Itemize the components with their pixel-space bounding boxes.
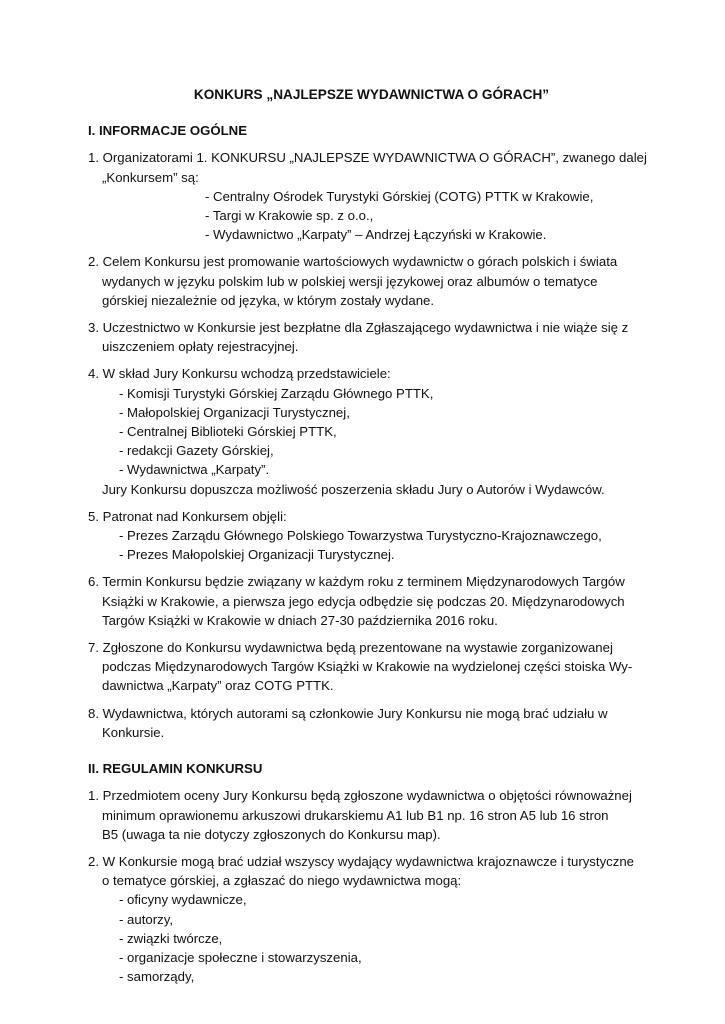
sub-list-item: - Prezes Zarządu Głównego Polskiego Towarzystwa Turystyczno-Krajoznawczego,	[119, 528, 602, 544]
list-item	[88, 704, 655, 742]
item-line: 6. Termin Konkursu będzie związany w każdym roku z terminem Międzynarodowych Targów	[88, 574, 625, 590]
sub-list-item: - organizacje społeczne i stowarzyszenia,	[119, 949, 362, 965]
sub-list-item: - autorzy,	[119, 911, 173, 927]
item-line: 2. W Konkursie mogą brać udział wszyscy wydający wydawnictwa krajoznawcze i turystyczne	[88, 853, 635, 869]
sub-list-item: - samorządy,	[119, 969, 195, 985]
sub-list-item: - Centralnej Biblioteki Górskiej PTTK,	[119, 424, 337, 440]
list-item	[88, 364, 655, 498]
item-line: dawnictwa „Karpaty” oraz COTG PTTK.	[102, 678, 334, 694]
sub-list-item: - Centralny Ośrodek Turystyki Górskiej (COTG) PTTK w Krakowie,	[205, 188, 594, 204]
item-line: 1. Organizatorami 1. KONKURSU „NAJLEPSZE WYDAWNICTWA O GÓRACH”, zwanego dalej	[88, 150, 647, 166]
item-line: 1. Przedmiotem oceny Jury Konkursu będą zgłoszone wydawnictwa o objętości równoważnej	[88, 788, 632, 804]
list-item	[88, 148, 655, 244]
sub-list-item: - redakcji Gazety Górskiej,	[119, 443, 274, 459]
sub-list-item: - Targi w Krakowie sp. z o.o.,	[205, 208, 374, 224]
sub-list-item: - związki twórcze,	[119, 930, 223, 946]
item-line: Książki w Krakowie, a pierwsza jego edycja odbędzie się podczas 20. Międzynarodowych	[102, 593, 625, 609]
item-line: B5 (uwaga ta nie dotyczy zgłoszonych do Konkursu map).	[102, 826, 441, 842]
item-line: 5. Patronat nad Konkursem objęli:	[88, 508, 287, 524]
list-item	[88, 572, 655, 630]
sub-list-item: - Komisji Turystyki Górskiej Zarządu Głównego PTTK,	[119, 385, 434, 401]
item-line: „Konkursem” są:	[102, 169, 199, 185]
sub-list-item: - Prezes Małopolskiej Organizacji Turystycznej.	[119, 547, 395, 563]
item-line: Konkursie.	[102, 724, 165, 740]
sub-list-item: - oficyny wydawnicze,	[119, 892, 247, 908]
item-line: podczas Międzynarodowych Targów Książki w Krakowie na wydzielonej części stoiska Wy-	[102, 659, 633, 675]
item-line: 4. W skład Jury Konkursu wchodzą przedstawiciele:	[88, 366, 391, 382]
item-line: uiszczeniem opłaty rejestracyjnej.	[102, 339, 299, 355]
list-item	[88, 786, 655, 844]
item-line: 3. Uczestnictwo w Konkursie jest bezpłatne dla Zgłaszającego wydawnictwa i nie wiąże się z	[88, 320, 629, 336]
section-heading-regulations: II. REGULAMIN KONKURSU	[88, 761, 263, 777]
item-line: o tematyce górskiej, a zgłaszać do niego wydawnictwa mogą:	[102, 873, 462, 889]
list-item	[88, 252, 655, 310]
item-line: górskiej niezależnie od języka, w którym zostały wydane.	[102, 292, 435, 308]
sub-list-item: - Wydawnictwa „Karpaty”.	[119, 462, 270, 478]
sub-list-item: - Wydawnictwo „Karpaty” – Andrzej Łączyński w Krakowie.	[205, 227, 547, 243]
item-line: wydanych w języku polskim lub w polskiej wersji językowej oraz albumów o tematyce	[102, 273, 598, 289]
item-line: 8. Wydawnictwa, których autorami są członkowie Jury Konkursu nie mogą brać udziału w	[88, 705, 608, 721]
list-item	[88, 852, 655, 986]
item-line: minimum oprawionemu arkuszowi drukarskiemu A1 lub B1 np. 16 stron A5 lub 16 stron	[102, 807, 609, 823]
list-item	[88, 638, 655, 696]
sub-list-item: - Małopolskiej Organizacji Turystycznej,	[119, 404, 350, 420]
item-line: 7. Zgłoszone do Konkursu wydawnictwa będą prezentowane na wystawie zorganizowanej	[88, 640, 613, 656]
document-title: KONKURS „NAJLEPSZE WYDAWNICTWA O GÓRACH”	[193, 87, 550, 102]
item-line: 2. Celem Konkursu jest promowanie wartościowych wydawnictw o górach polskich i świata	[88, 254, 618, 270]
list-item	[88, 318, 655, 356]
section-heading-general-info: I. INFORMACJE OGÓLNE	[88, 123, 247, 139]
item-line: Targów Książki w Krakowie w dniach 27-30 października 2016 roku.	[102, 612, 498, 628]
item-line: Jury Konkursu dopuszcza możliwość poszerzenia składu Jury o Autorów i Wydawców.	[102, 481, 605, 497]
list-item	[88, 507, 655, 565]
